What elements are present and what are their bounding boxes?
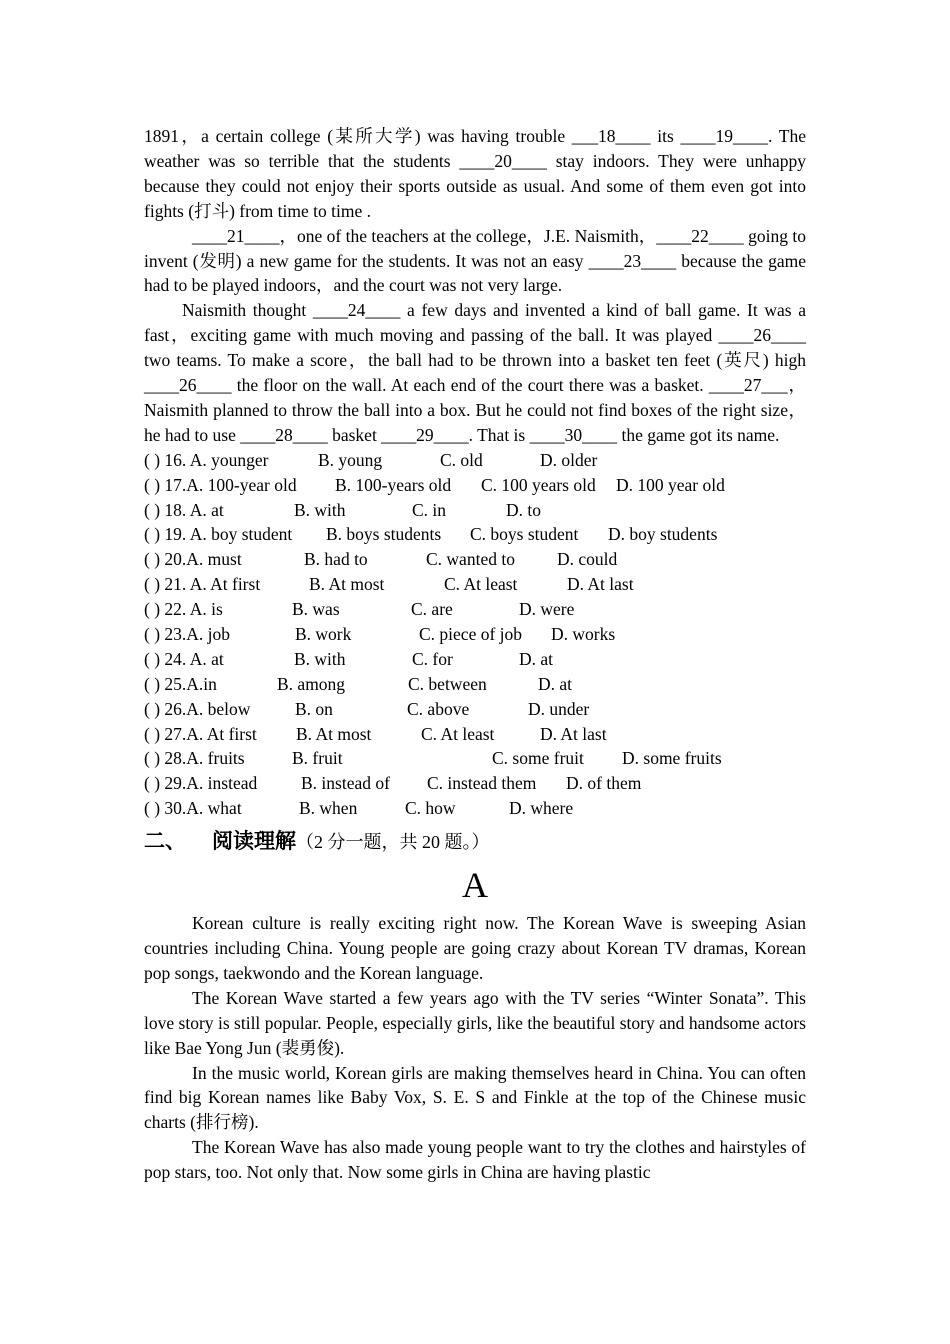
question-23-option-b: B. work [295,624,352,645]
question-26-option-b: B. on [295,698,333,719]
question-22-stem: ( ) 22. A. is [144,599,223,620]
question-25-option-c: C. between [408,673,487,694]
question-21-stem: ( ) 21. A. At first [144,574,261,595]
question-17-option-b: B. 100-years old [335,474,452,495]
passage-a-paragraph-3: In the music world, Korean girls are making themselves heard in China. You can often find big Korean names like Baby Vox, S. E. S and Finkle at the top of the Chinese music charts (排行榜). [144,1062,806,1133]
question-17-option-d: D. 100 year old [616,474,725,495]
question-19-stem: ( ) 19. A. boy student [144,524,293,545]
question-27-option-b: B. At most [296,723,372,744]
question-30-option-c: C. how [405,798,456,819]
question-22-option-d: D. were [519,599,575,620]
question-20-option-c: C. wanted to [426,549,515,570]
question-18-option-b: B. with [294,499,346,520]
section-2-heading [144,823,806,859]
question-23-option-d: D. works [551,624,616,645]
question-28 [144,746,806,771]
question-24 [144,647,806,672]
question-21-option-d: D. At last [567,574,634,595]
question-21-option-b: B. At most [309,574,385,595]
cloze-paragraph-1: 1891，a certain college (某所大学) was having trouble ___18____ its ____19____. The weather was so terrible that the students ____20____ stay indoors. They were unhappy because they could not enjoy their sports outside as usual. And some of them even got into fights (打斗) from time to time . [144,126,806,221]
question-24-option-d: D. at [519,648,554,669]
question-30 [144,796,806,821]
question-22-option-c: C. are [411,599,453,620]
question-21 [144,572,806,597]
question-17-option-c: C. 100 years old [481,474,596,495]
question-18-option-d: D. to [506,499,541,520]
question-29-stem: ( ) 29.A. instead [144,773,258,794]
question-16-option-c: C. old [440,449,483,470]
question-19-option-d: D. boy students [608,524,718,545]
question-30-option-d: D. where [509,798,574,819]
question-17 [144,473,806,498]
cloze-paragraph-3: Naismith thought ____24____ a few days and invented a kind of ball game. It was a fast，exciting game with much moving and passing of the ball. It was played ____26____ two teams. To make a score，the ball had to be thrown into a basket ten feet (英尺) high ____26____ the floor on the wall. At each end of the court there was a basket. ____27___，Naismith planned to throw the ball into a box. But he could not find boxes of the right size， he had to use ____28____ basket ____29____. That is ____30____ the game got its name. [144,300,806,445]
question-16-stem: ( ) 16. A. younger [144,449,269,470]
question-20-stem: ( ) 20.A. must [144,549,242,570]
question-22-option-b: B. was [292,599,340,620]
question-18 [144,498,806,523]
question-20 [144,547,806,572]
question-22 [144,597,806,622]
cloze-paragraph-2: ____21____，one of the teachers at the college，J.E. Naismith，____22____ going to invent (发明) a new game for the students. It was not an easy ____23____ because the game had to be played indoors，and the court was not very large. [144,225,806,296]
question-28-option-b: B. fruit [292,748,343,769]
question-29-option-b: B. instead of [301,773,390,794]
question-19-option-c: C. boys student [470,524,579,545]
passage-a-paragraph-4: The Korean Wave has also made young people want to try the clothes and hairstyles of pop stars, too. Not only that. Now some girls in China are having plastic [144,1137,806,1183]
question-18-option-c: C. in [412,499,447,520]
question-20-option-d: D. could [557,549,618,570]
question-27-option-c: C. At least [421,723,495,744]
question-17-stem: ( ) 17.A. 100-year old [144,474,297,495]
question-19 [144,522,806,547]
section-2-scoring-note: （2 分一题，共 20 题。） [296,832,490,853]
question-28-option-c: C. some fruit [492,748,584,769]
section-2-title: 阅读理解 [212,829,296,854]
question-24-stem: ( ) 24. A. at [144,648,224,669]
question-24-option-c: C. for [412,648,453,669]
question-21-option-c: C. At least [444,574,518,595]
question-26-option-d: D. under [528,698,590,719]
question-29-option-c: C. instead them [427,773,537,794]
question-24-option-b: B. with [294,648,346,669]
cloze-question-list [144,448,806,821]
question-28-option-d: D. some fruits [622,748,722,769]
passage-a-paragraph-2: The Korean Wave started a few years ago with the TV series “Winter Sonata”. This love story is still popular. People, especially girls, like the beautiful story and handsome actors like Bae Yong Jun (裴勇俊). [144,987,806,1058]
question-20-option-b: B. had to [304,549,368,570]
question-26-stem: ( ) 26.A. below [144,698,251,719]
question-16-option-b: B. young [318,449,383,470]
question-25 [144,672,806,697]
question-26 [144,697,806,722]
question-27 [144,722,806,747]
section-2-number: 二、 [144,829,186,854]
question-30-stem: ( ) 30.A. what [144,798,242,819]
question-25-option-b: B. among [277,673,346,694]
question-30-option-b: B. when [299,798,358,819]
document-content [144,124,806,1185]
question-18-stem: ( ) 18. A. at [144,499,224,520]
question-19-option-b: B. boys students [326,524,442,545]
question-23-option-c: C. piece of job [419,624,523,645]
question-23 [144,622,806,647]
question-16-option-d: D. older [540,449,598,470]
question-28-stem: ( ) 28.A. fruits [144,748,245,769]
question-27-stem: ( ) 27.A. At first [144,723,257,744]
passage-a-label: A [462,865,488,906]
question-16 [144,448,806,473]
question-25-option-d: D. at [538,673,573,694]
question-27-option-d: D. At last [540,723,607,744]
question-29 [144,771,806,796]
question-23-stem: ( ) 23.A. job [144,624,231,645]
passage-a-paragraph-1: Korean culture is really exciting right now. The Korean Wave is sweeping Asian countries including China. Young people are going crazy about Korean TV dramas, Korean pop songs, taekwondo and the Korean language. [144,913,806,983]
question-26-option-c: C. above [407,698,470,719]
question-29-option-d: D. of them [566,773,642,794]
question-25-stem: ( ) 25.A.in [144,673,217,694]
